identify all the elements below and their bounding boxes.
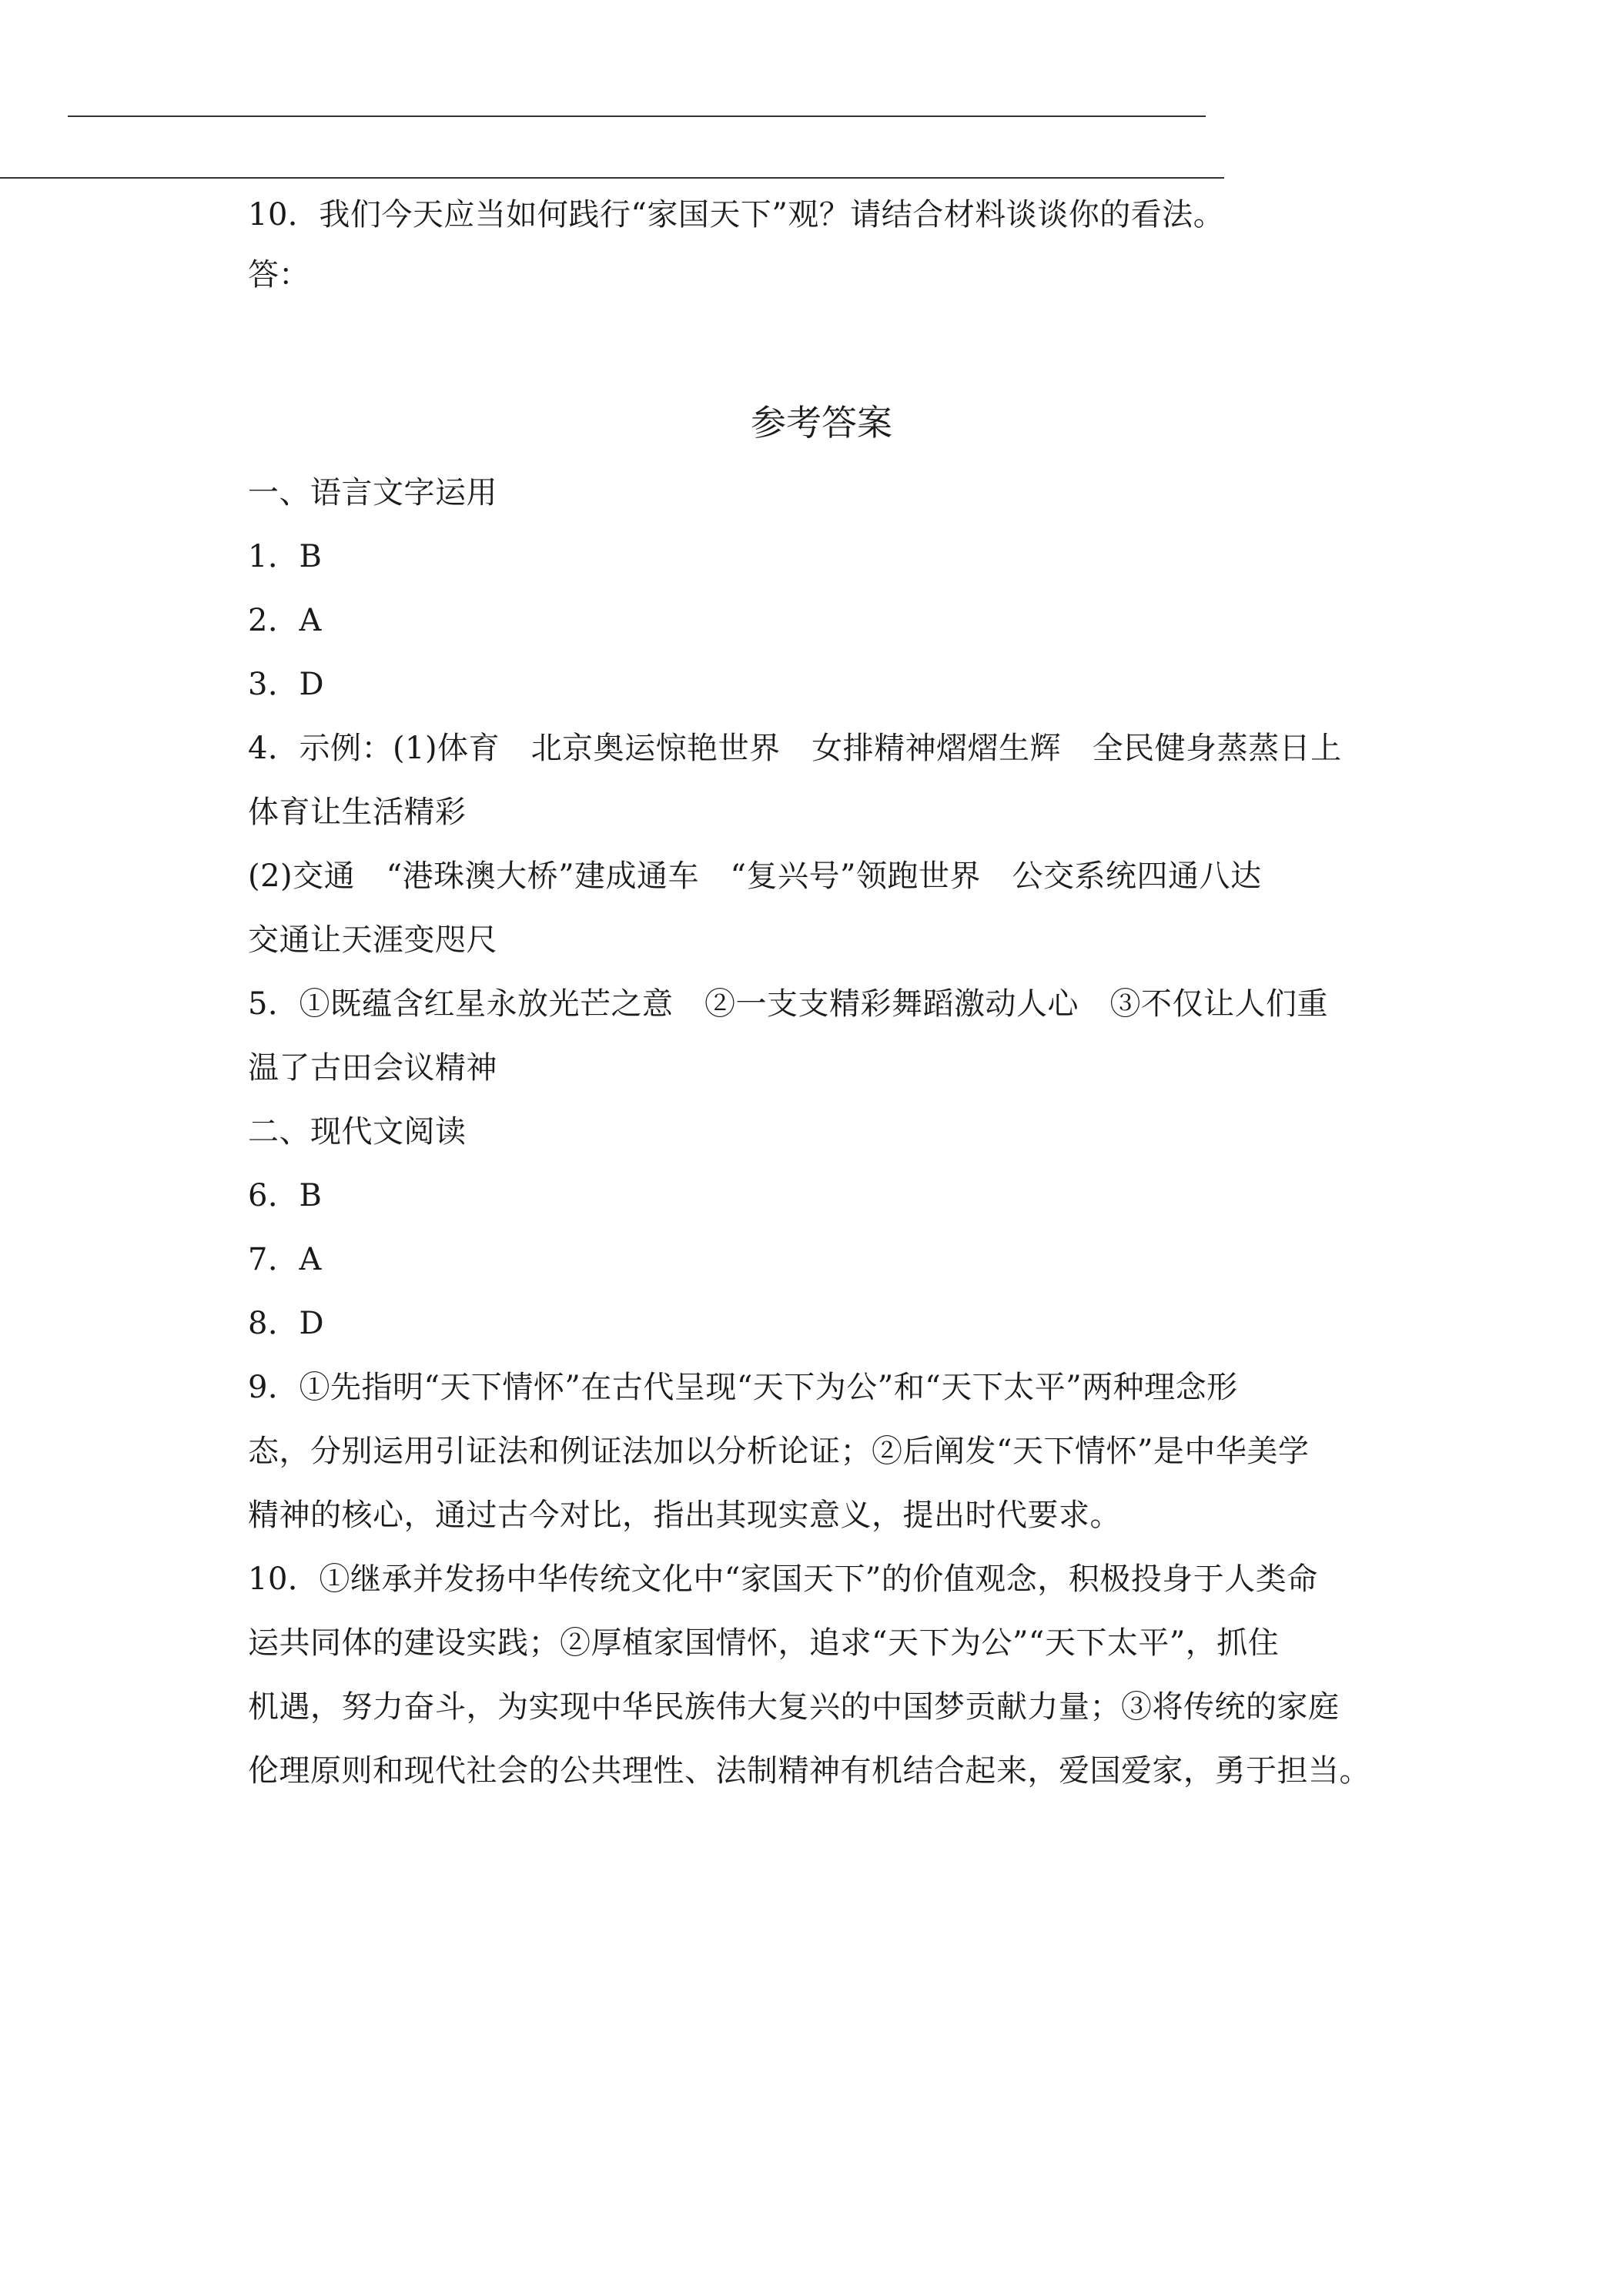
answer-line: 交通让天涯变咫尺 bbox=[248, 922, 497, 958]
answer-line: 8．D bbox=[248, 1306, 325, 1341]
answer-line: 体育让生活精彩 bbox=[248, 795, 467, 830]
answer-key bbox=[248, 461, 1395, 1803]
question-10: 10．我们今天应当如何践行“家国天下”观？请结合材料谈谈你的看法。 bbox=[248, 197, 1225, 233]
answer-line: 温了古田会议精神 bbox=[248, 1050, 497, 1086]
answer-line: 一、语言文字运用 bbox=[248, 475, 497, 510]
answer-label: 答： bbox=[248, 257, 310, 293]
answer-line: 伦理原则和现代社会的公共理性、法制精神有机结合起来，爱国爱家，勇于担当。 bbox=[248, 1753, 1370, 1789]
answer-line: 6．B bbox=[248, 1178, 323, 1213]
answer-line: 9．①先指明“天下情怀”在古代呈现“天下为公”和“天下太平”两种理念形 bbox=[248, 1370, 1238, 1405]
answer-area bbox=[248, 245, 1395, 310]
answer-blank-line bbox=[248, 310, 1395, 370]
answer-line: 态，分别运用引证法和例证法加以分析论证；②后阐发“天下情怀”是中华美学 bbox=[248, 1434, 1310, 1469]
section-title: 参考答案 bbox=[751, 402, 892, 443]
answer-line: 机遇，努力奋斗，为实现中华民族伟大复兴的中国梦贡献力量；③将传统的家庭 bbox=[248, 1689, 1340, 1725]
answer-line: 5．①既蕴含红星永放光芒之意 ②一支支精彩舞蹈激动人心 ③不仅让人们重 bbox=[248, 986, 1328, 1022]
answer-underline-2 bbox=[0, 177, 1224, 179]
answer-line: 10．①继承并发扬中华传统文化中“家国天下”的价值观念，积极投身于人类命 bbox=[248, 1561, 1318, 1597]
document-page bbox=[248, 185, 1395, 1803]
answer-line: 二、现代文阅读 bbox=[248, 1114, 467, 1150]
answer-line: 2．A bbox=[248, 603, 322, 638]
answer-line: 精神的核心，通过古今对比，指出其现实意义，提出时代要求。 bbox=[248, 1498, 1121, 1533]
answer-line: 3．D bbox=[248, 667, 325, 702]
answer-line: 7．A bbox=[248, 1242, 322, 1277]
answer-line: (2)交通 “港珠澳大桥”建成通车 “复兴号”领跑世界 公交系统四通八达 bbox=[248, 858, 1262, 894]
answer-line: 运共同体的建设实践；②厚植家国情怀，追求“天下为公”“天下太平”，抓住 bbox=[248, 1625, 1280, 1661]
answer-underline-1 bbox=[68, 115, 1206, 117]
answer-line: 4．示例：(1)体育 北京奥运惊艳世界 女排精神熠熠生辉 全民健身蒸蒸日上 bbox=[248, 731, 1342, 766]
answer-line: 1．B bbox=[248, 539, 323, 574]
